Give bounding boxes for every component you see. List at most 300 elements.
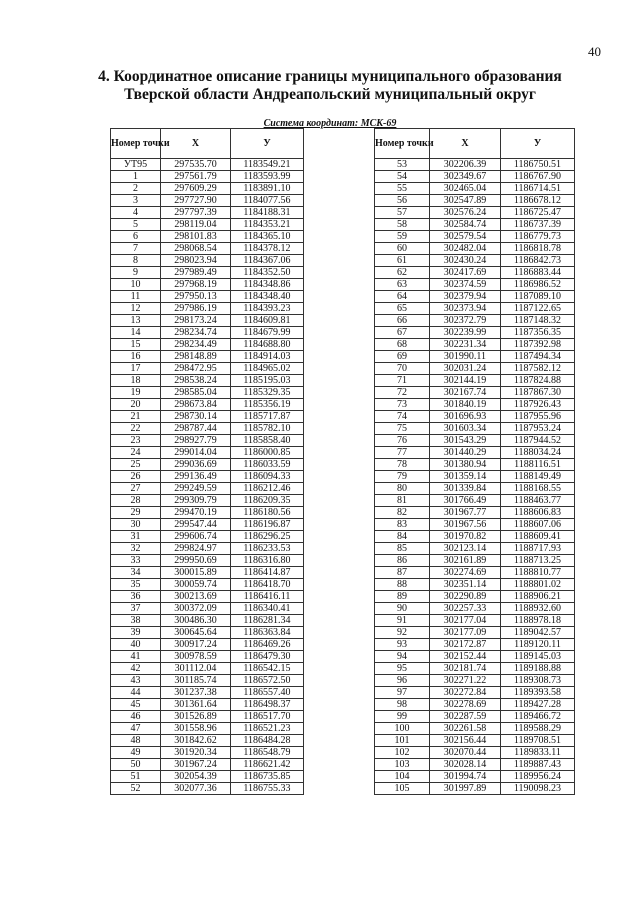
y-coordinate-cell: 1185858.40 <box>231 435 304 447</box>
point-number-cell: 92 <box>375 627 430 639</box>
x-coordinate-cell: 297727.90 <box>161 195 231 207</box>
x-coordinate-cell: 298148.89 <box>161 351 231 363</box>
y-coordinate-cell: 1187122.65 <box>501 303 575 315</box>
point-number-cell: 99 <box>375 711 430 723</box>
y-coordinate-cell: 1186737.39 <box>501 219 575 231</box>
table-row <box>111 699 304 711</box>
table-row <box>375 195 575 207</box>
point-number-cell: 42 <box>111 663 161 675</box>
table-row <box>111 771 304 783</box>
point-number-cell: 70 <box>375 363 430 375</box>
point-number-cell: 7 <box>111 243 161 255</box>
table-row <box>111 495 304 507</box>
y-coordinate-cell: 1184914.03 <box>231 351 304 363</box>
table-row <box>375 279 575 291</box>
table-row <box>111 351 304 363</box>
point-number-cell: 15 <box>111 339 161 351</box>
y-coordinate-cell: 1186498.37 <box>231 699 304 711</box>
point-number-cell: 16 <box>111 351 161 363</box>
x-coordinate-cell: 299547.44 <box>161 519 231 531</box>
table-row <box>111 651 304 663</box>
point-number-cell: 38 <box>111 615 161 627</box>
table-row <box>375 171 575 183</box>
x-coordinate-cell: 299136.49 <box>161 471 231 483</box>
y-coordinate-cell: 1183593.99 <box>231 171 304 183</box>
y-coordinate-cell: 1188717.93 <box>501 543 575 555</box>
y-coordinate-cell: 1187582.12 <box>501 363 575 375</box>
x-coordinate-cell: 298234.49 <box>161 339 231 351</box>
x-coordinate-cell: 301970.82 <box>430 531 501 543</box>
coordinate-system-label: Система координат: МСК-69 <box>263 118 397 129</box>
point-number-cell: 11 <box>111 291 161 303</box>
point-number-cell: 72 <box>375 387 430 399</box>
y-coordinate-cell: 1184352.50 <box>231 267 304 279</box>
x-coordinate-cell: 301543.29 <box>430 435 501 447</box>
point-number-cell: 85 <box>375 543 430 555</box>
x-coordinate-cell: 302290.89 <box>430 591 501 603</box>
y-coordinate-cell: 1186548.79 <box>231 747 304 759</box>
point-number-cell: 21 <box>111 411 161 423</box>
y-coordinate-cell: 1186180.56 <box>231 507 304 519</box>
y-coordinate-cell: 1189427.28 <box>501 699 575 711</box>
point-number-cell: 80 <box>375 483 430 495</box>
point-number-cell: 53 <box>375 159 430 171</box>
x-coordinate-cell: 302287.59 <box>430 711 501 723</box>
x-coordinate-cell: 300645.64 <box>161 627 231 639</box>
point-number-cell: 8 <box>111 255 161 267</box>
table-row <box>111 531 304 543</box>
x-coordinate-cell: 301696.93 <box>430 411 501 423</box>
header-x: X <box>430 129 501 159</box>
x-coordinate-cell: 302278.69 <box>430 699 501 711</box>
point-number-cell: 104 <box>375 771 430 783</box>
x-coordinate-cell: 302274.69 <box>430 567 501 579</box>
y-coordinate-cell: 1184393.23 <box>231 303 304 315</box>
x-coordinate-cell: 298673.84 <box>161 399 231 411</box>
y-coordinate-cell: 1186818.78 <box>501 243 575 255</box>
x-coordinate-cell: 301766.49 <box>430 495 501 507</box>
table-row <box>111 591 304 603</box>
point-number-cell: 18 <box>111 375 161 387</box>
table-row <box>111 639 304 651</box>
table-row <box>111 267 304 279</box>
y-coordinate-cell: 1186033.59 <box>231 459 304 471</box>
point-number-cell: 68 <box>375 339 430 351</box>
y-coordinate-cell: 1184378.12 <box>231 243 304 255</box>
y-coordinate-cell: 1186094.33 <box>231 471 304 483</box>
y-coordinate-cell: 1188607.06 <box>501 519 575 531</box>
x-coordinate-cell: 299606.74 <box>161 531 231 543</box>
table-row <box>375 711 575 723</box>
x-coordinate-cell: 302349.67 <box>430 171 501 183</box>
table-row <box>375 675 575 687</box>
table-row <box>375 603 575 615</box>
point-number-cell: 59 <box>375 231 430 243</box>
y-coordinate-cell: 1187867.30 <box>501 387 575 399</box>
table-row <box>375 519 575 531</box>
point-number-cell: 12 <box>111 303 161 315</box>
y-coordinate-cell: 1189588.29 <box>501 723 575 735</box>
table-row <box>375 579 575 591</box>
header-y: У <box>501 129 575 159</box>
header-y: У <box>231 129 304 159</box>
point-number-cell: 36 <box>111 591 161 603</box>
point-number-cell: 22 <box>111 423 161 435</box>
point-number-cell: 37 <box>111 603 161 615</box>
point-number-cell: 17 <box>111 363 161 375</box>
y-coordinate-cell: 1185356.19 <box>231 399 304 411</box>
x-coordinate-cell: 300486.30 <box>161 615 231 627</box>
point-number-cell: 40 <box>111 639 161 651</box>
point-number-cell: 77 <box>375 447 430 459</box>
table-row <box>375 567 575 579</box>
table-row <box>111 375 304 387</box>
x-coordinate-cell: 298234.74 <box>161 327 231 339</box>
y-coordinate-cell: 1186842.73 <box>501 255 575 267</box>
x-coordinate-cell: 302231.34 <box>430 339 501 351</box>
table-row <box>111 387 304 399</box>
point-number-cell: 14 <box>111 327 161 339</box>
x-coordinate-cell: 301237.38 <box>161 687 231 699</box>
x-coordinate-cell: 297968.19 <box>161 279 231 291</box>
table-header-row <box>111 129 304 159</box>
table-row <box>111 159 304 171</box>
y-coordinate-cell: 1185329.35 <box>231 387 304 399</box>
table-row <box>111 459 304 471</box>
y-coordinate-cell: 1186735.85 <box>231 771 304 783</box>
y-coordinate-cell: 1187494.34 <box>501 351 575 363</box>
point-number-cell: 13 <box>111 315 161 327</box>
x-coordinate-cell: 301842.62 <box>161 735 231 747</box>
table-row <box>111 399 304 411</box>
point-number-cell: 60 <box>375 243 430 255</box>
y-coordinate-cell: 1186678.12 <box>501 195 575 207</box>
y-coordinate-cell: 1189956.24 <box>501 771 575 783</box>
table-row <box>375 159 575 171</box>
table-row <box>111 303 304 315</box>
x-coordinate-cell: 302144.19 <box>430 375 501 387</box>
table-row <box>375 543 575 555</box>
y-coordinate-cell: 1184077.56 <box>231 195 304 207</box>
y-coordinate-cell: 1189042.57 <box>501 627 575 639</box>
table-row <box>375 243 575 255</box>
y-coordinate-cell: 1188609.41 <box>501 531 575 543</box>
table-row <box>375 267 575 279</box>
page-number: 40 <box>588 44 601 59</box>
y-coordinate-cell: 1186296.25 <box>231 531 304 543</box>
table-row <box>375 699 575 711</box>
point-number-cell: 89 <box>375 591 430 603</box>
y-coordinate-cell: 1189145.03 <box>501 651 575 663</box>
point-number-cell: 101 <box>375 735 430 747</box>
y-coordinate-cell: 1186750.51 <box>501 159 575 171</box>
table-row <box>111 255 304 267</box>
table-row <box>111 471 304 483</box>
y-coordinate-cell: 1187944.52 <box>501 435 575 447</box>
table-row <box>375 327 575 339</box>
x-coordinate-cell: 302028.14 <box>430 759 501 771</box>
x-coordinate-cell: 302374.59 <box>430 279 501 291</box>
point-number-cell: 34 <box>111 567 161 579</box>
x-coordinate-cell: 302373.94 <box>430 303 501 315</box>
y-coordinate-cell: 1188034.24 <box>501 447 575 459</box>
point-number-cell: 96 <box>375 675 430 687</box>
y-coordinate-cell: 1187824.88 <box>501 375 575 387</box>
table-row <box>375 483 575 495</box>
y-coordinate-cell: 1185717.87 <box>231 411 304 423</box>
y-coordinate-cell: 1188149.49 <box>501 471 575 483</box>
table-row <box>111 543 304 555</box>
point-number-cell: 48 <box>111 735 161 747</box>
x-coordinate-cell: 298585.04 <box>161 387 231 399</box>
point-number-cell: 84 <box>375 531 430 543</box>
x-coordinate-cell: 301990.11 <box>430 351 501 363</box>
table-row <box>375 399 575 411</box>
point-number-cell: 67 <box>375 327 430 339</box>
point-number-cell: 81 <box>375 495 430 507</box>
y-coordinate-cell: 1184353.21 <box>231 219 304 231</box>
x-coordinate-cell: 302156.44 <box>430 735 501 747</box>
y-coordinate-cell: 1187926.43 <box>501 399 575 411</box>
point-number-cell: 35 <box>111 579 161 591</box>
table-row <box>375 315 575 327</box>
table-row <box>375 759 575 771</box>
point-number-cell: 3 <box>111 195 161 207</box>
x-coordinate-cell: 298173.24 <box>161 315 231 327</box>
point-number-cell: 79 <box>375 471 430 483</box>
point-number-cell: 75 <box>375 423 430 435</box>
y-coordinate-cell: 1189708.51 <box>501 735 575 747</box>
table-row <box>111 171 304 183</box>
table-row <box>375 531 575 543</box>
x-coordinate-cell: 301603.34 <box>430 423 501 435</box>
table-row <box>375 735 575 747</box>
x-coordinate-cell: 297950.13 <box>161 291 231 303</box>
point-number-cell: 54 <box>375 171 430 183</box>
table-row <box>111 279 304 291</box>
table-row <box>375 375 575 387</box>
y-coordinate-cell: 1184348.86 <box>231 279 304 291</box>
x-coordinate-cell: 298023.94 <box>161 255 231 267</box>
table-row <box>111 411 304 423</box>
y-coordinate-cell: 1186479.30 <box>231 651 304 663</box>
point-number-cell: 45 <box>111 699 161 711</box>
x-coordinate-cell: 302054.39 <box>161 771 231 783</box>
y-coordinate-cell: 1188116.51 <box>501 459 575 471</box>
y-coordinate-cell: 1188810.77 <box>501 567 575 579</box>
point-number-cell: 83 <box>375 519 430 531</box>
x-coordinate-cell: 302372.79 <box>430 315 501 327</box>
point-number-cell: 102 <box>375 747 430 759</box>
y-coordinate-cell: 1186363.84 <box>231 627 304 639</box>
point-number-cell: 39 <box>111 627 161 639</box>
point-number-cell: 1 <box>111 171 161 183</box>
title-line-1: 4. Координатное описание границы муниципального образования <box>98 68 562 85</box>
table-row <box>375 507 575 519</box>
table-row <box>375 447 575 459</box>
point-number-cell: 46 <box>111 711 161 723</box>
point-number-cell: 57 <box>375 207 430 219</box>
table-row <box>111 711 304 723</box>
point-number-cell: 33 <box>111 555 161 567</box>
y-coordinate-cell: 1186714.51 <box>501 183 575 195</box>
y-coordinate-cell: 1186414.87 <box>231 567 304 579</box>
table-row <box>375 183 575 195</box>
point-number-cell: 9 <box>111 267 161 279</box>
y-coordinate-cell: 1190098.23 <box>501 783 575 795</box>
point-number-cell: 28 <box>111 495 161 507</box>
table-row <box>375 783 575 795</box>
table-row <box>111 327 304 339</box>
table-row <box>375 303 575 315</box>
x-coordinate-cell: 298472.95 <box>161 363 231 375</box>
point-number-cell: 90 <box>375 603 430 615</box>
table-row <box>111 663 304 675</box>
y-coordinate-cell: 1186196.87 <box>231 519 304 531</box>
table-row <box>375 387 575 399</box>
y-coordinate-cell: 1187953.24 <box>501 423 575 435</box>
x-coordinate-cell: 298068.54 <box>161 243 231 255</box>
table-row <box>111 603 304 615</box>
y-coordinate-cell: 1184688.80 <box>231 339 304 351</box>
y-coordinate-cell: 1186000.85 <box>231 447 304 459</box>
x-coordinate-cell: 302417.69 <box>430 267 501 279</box>
x-coordinate-cell: 297797.39 <box>161 207 231 219</box>
table-row <box>375 639 575 651</box>
point-number-cell: 2 <box>111 183 161 195</box>
table-row <box>111 315 304 327</box>
x-coordinate-cell: 302272.84 <box>430 687 501 699</box>
point-number-cell: 31 <box>111 531 161 543</box>
y-coordinate-cell: 1184188.31 <box>231 207 304 219</box>
table-row <box>375 207 575 219</box>
table-row <box>111 687 304 699</box>
point-number-cell: 27 <box>111 483 161 495</box>
table-row <box>375 435 575 447</box>
y-coordinate-cell: 1186517.70 <box>231 711 304 723</box>
x-coordinate-cell: 301112.04 <box>161 663 231 675</box>
point-number-cell: 69 <box>375 351 430 363</box>
point-number-cell: 100 <box>375 723 430 735</box>
x-coordinate-cell: 297535.70 <box>161 159 231 171</box>
table-row <box>111 207 304 219</box>
x-coordinate-cell: 299824.97 <box>161 543 231 555</box>
x-coordinate-cell: 302161.89 <box>430 555 501 567</box>
x-coordinate-cell: 302070.44 <box>430 747 501 759</box>
x-coordinate-cell: 301840.19 <box>430 399 501 411</box>
x-coordinate-cell: 302584.74 <box>430 219 501 231</box>
point-number-cell: 29 <box>111 507 161 519</box>
y-coordinate-cell: 1186469.26 <box>231 639 304 651</box>
title-line-2: Тверской области Андреапольский муниципальный округ <box>124 86 536 103</box>
y-coordinate-cell: 1186621.42 <box>231 759 304 771</box>
point-number-cell: 87 <box>375 567 430 579</box>
y-coordinate-cell: 1189188.88 <box>501 663 575 675</box>
table-row <box>111 447 304 459</box>
table-row <box>111 723 304 735</box>
table-row <box>375 663 575 675</box>
x-coordinate-cell: 298538.24 <box>161 375 231 387</box>
x-coordinate-cell: 301967.24 <box>161 759 231 771</box>
point-number-cell: 52 <box>111 783 161 795</box>
y-coordinate-cell: 1186233.53 <box>231 543 304 555</box>
y-coordinate-cell: 1186212.46 <box>231 483 304 495</box>
point-number-cell: 25 <box>111 459 161 471</box>
x-coordinate-cell: 302576.24 <box>430 207 501 219</box>
x-coordinate-cell: 299036.69 <box>161 459 231 471</box>
point-number-cell: 71 <box>375 375 430 387</box>
point-number-cell: 93 <box>375 639 430 651</box>
point-number-cell: 5 <box>111 219 161 231</box>
y-coordinate-cell: 1188978.18 <box>501 615 575 627</box>
point-number-cell: 51 <box>111 771 161 783</box>
x-coordinate-cell: 297989.49 <box>161 267 231 279</box>
y-coordinate-cell: 1184367.06 <box>231 255 304 267</box>
point-number-cell: 58 <box>375 219 430 231</box>
point-number-cell: 76 <box>375 435 430 447</box>
x-coordinate-cell: 301339.84 <box>430 483 501 495</box>
table-row <box>111 435 304 447</box>
point-number-cell: 105 <box>375 783 430 795</box>
y-coordinate-cell: 1189393.58 <box>501 687 575 699</box>
table-row <box>375 555 575 567</box>
table-row <box>111 363 304 375</box>
point-number-cell: 49 <box>111 747 161 759</box>
table-row <box>111 555 304 567</box>
x-coordinate-cell: 302257.33 <box>430 603 501 615</box>
x-coordinate-cell: 299014.04 <box>161 447 231 459</box>
x-coordinate-cell: 302172.87 <box>430 639 501 651</box>
y-coordinate-cell: 1186767.90 <box>501 171 575 183</box>
y-coordinate-cell: 1185782.10 <box>231 423 304 435</box>
x-coordinate-cell: 301967.56 <box>430 519 501 531</box>
x-coordinate-cell: 300059.74 <box>161 579 231 591</box>
y-coordinate-cell: 1186209.35 <box>231 495 304 507</box>
point-number-cell: 32 <box>111 543 161 555</box>
table-row <box>111 567 304 579</box>
header-x: X <box>161 129 231 159</box>
x-coordinate-cell: 302167.74 <box>430 387 501 399</box>
x-coordinate-cell: 300917.24 <box>161 639 231 651</box>
table-row <box>375 591 575 603</box>
y-coordinate-cell: 1184348.40 <box>231 291 304 303</box>
x-coordinate-cell: 302177.09 <box>430 627 501 639</box>
point-number-cell: 94 <box>375 651 430 663</box>
table-row <box>375 231 575 243</box>
point-number-cell: 103 <box>375 759 430 771</box>
table-row <box>111 579 304 591</box>
y-coordinate-cell: 1186484.28 <box>231 735 304 747</box>
point-number-cell: 97 <box>375 687 430 699</box>
x-coordinate-cell: 300372.09 <box>161 603 231 615</box>
point-number-cell: 95 <box>375 663 430 675</box>
point-number-cell: 78 <box>375 459 430 471</box>
y-coordinate-cell: 1186779.73 <box>501 231 575 243</box>
x-coordinate-cell: 299309.79 <box>161 495 231 507</box>
x-coordinate-cell: 300978.59 <box>161 651 231 663</box>
header-point-number: Номер точки <box>375 129 430 159</box>
y-coordinate-cell: 1186542.15 <box>231 663 304 675</box>
point-number-cell: 50 <box>111 759 161 771</box>
table-row <box>111 483 304 495</box>
point-number-cell: 41 <box>111 651 161 663</box>
point-number-cell: 98 <box>375 699 430 711</box>
coordinates-table-right <box>374 128 575 795</box>
point-number-cell: 19 <box>111 387 161 399</box>
x-coordinate-cell: 302379.94 <box>430 291 501 303</box>
y-coordinate-cell: 1188906.21 <box>501 591 575 603</box>
point-number-cell: УТ95 <box>111 159 161 171</box>
